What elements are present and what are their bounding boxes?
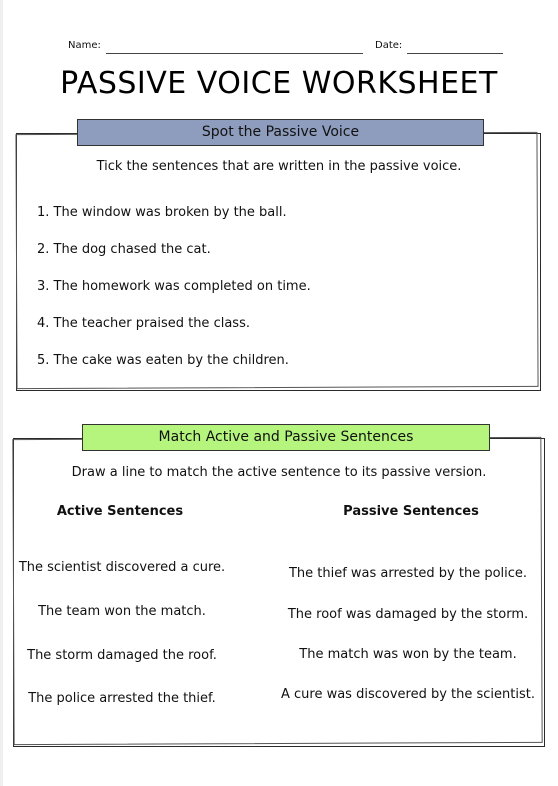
active-column-heading: Active Sentences bbox=[56, 504, 184, 519]
question-item[interactable]: 2. The dog chased the cat. bbox=[37, 242, 211, 257]
question-item[interactable]: 4. The teacher praised the class. bbox=[37, 316, 250, 331]
active-sentence[interactable]: The scientist discovered a cure. bbox=[18, 560, 226, 575]
passive-sentence[interactable]: The thief was arrested by the police. bbox=[288, 566, 528, 581]
question-item[interactable]: 5. The cake was eaten by the children. bbox=[37, 353, 289, 368]
name-field[interactable] bbox=[106, 53, 363, 54]
section-heading-spot: Spot the Passive Voice bbox=[77, 119, 484, 146]
page-edge bbox=[0, 0, 3, 786]
passive-sentence[interactable]: The roof was damaged by the storm. bbox=[287, 607, 529, 622]
question-item[interactable]: 1. The window was broken by the ball. bbox=[37, 205, 287, 220]
name-date-row bbox=[68, 40, 508, 56]
date-label: Date: bbox=[375, 40, 403, 51]
section1-instruction: Tick the sentences that are written in the passive voice. bbox=[96, 159, 462, 174]
name-label: Name: bbox=[68, 40, 101, 51]
question-item[interactable]: 3. The homework was completed on time. bbox=[37, 279, 311, 294]
passive-column-heading: Passive Sentences bbox=[343, 504, 479, 519]
active-sentence[interactable]: The team won the match. bbox=[38, 604, 206, 619]
date-field[interactable] bbox=[407, 53, 503, 54]
active-sentence[interactable]: The police arrested the thief. bbox=[28, 691, 216, 706]
page-title: PASSIVE VOICE WORKSHEET bbox=[60, 66, 498, 101]
passive-sentence[interactable]: The match was won by the team. bbox=[299, 647, 517, 662]
section2-instruction: Draw a line to match the active sentence to its passive version. bbox=[71, 465, 487, 480]
passive-sentence[interactable]: A cure was discovered by the scientist. bbox=[280, 687, 535, 702]
active-sentence[interactable]: The storm damaged the roof. bbox=[27, 648, 217, 663]
section-heading-match: Match Active and Passive Sentences bbox=[82, 424, 490, 451]
